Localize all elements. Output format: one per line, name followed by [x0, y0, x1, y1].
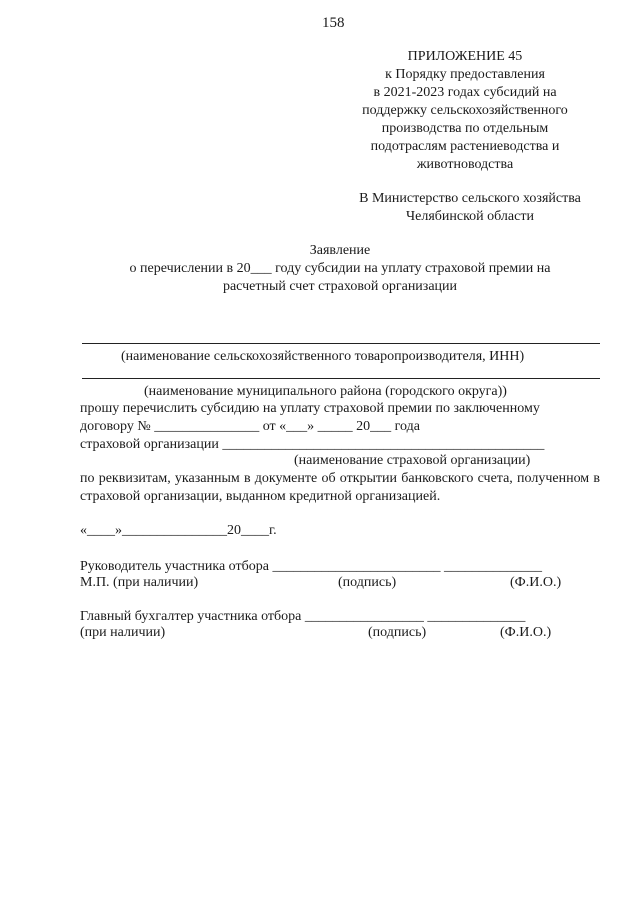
district-name-field[interactable] — [82, 378, 600, 379]
accountant-signature-label: Главный бухгалтер участника отбора _________________ ______________ — [80, 609, 526, 624]
head-stamp-label: М.П. (при наличии) — [80, 575, 199, 590]
insurer-caption: (наименование страховой организации) — [294, 453, 531, 468]
producer-caption: (наименование сельскохозяйственного товаропроизводителя, ИНН) — [121, 349, 525, 364]
appendix-line: к Порядку предоставления — [385, 67, 545, 82]
accountant-signature-caption: (подпись) — [368, 625, 427, 640]
addressee-block — [330, 190, 610, 226]
request-text-line-1: прошу перечислить субсидию на уплату страховой премии по заключенному — [80, 401, 540, 416]
appendix-line: подотраслям растениеводства и — [370, 139, 560, 154]
statement-title: Заявление — [309, 243, 371, 258]
producer-name-field[interactable] — [82, 343, 600, 344]
appendix-line: животноводства — [416, 157, 514, 172]
contract-line: договору № _______________ от «___» _____ 20___ года — [80, 419, 420, 434]
addressee-line-2: Челябинской области — [406, 209, 534, 224]
appendix-line: в 2021-2023 годах субсидий на — [373, 85, 557, 100]
addressee-line-1: В Министерство сельского хозяйства — [359, 191, 581, 206]
accountant-name-caption: (Ф.И.О.) — [500, 625, 552, 640]
page-number: 158 — [322, 15, 345, 31]
head-signature-label: Руководитель участника отбора ________________________ ______________ — [80, 559, 542, 574]
statement-subtitle-line-2: расчетный счет страховой организации — [222, 279, 458, 294]
date-line: «____»_______________20____г. — [80, 523, 277, 538]
statement-heading — [60, 242, 620, 296]
accountant-sublabel: (при наличии) — [80, 625, 166, 640]
appendix-line: производства по отдельным — [381, 121, 549, 136]
district-caption: (наименование муниципального района (городского округа)) — [144, 384, 507, 399]
appendix-title: ПРИЛОЖЕНИЕ 45 — [407, 49, 523, 64]
details-paragraph: по реквизитам, указанным в документе об открытии банковского счета, полученном в страховой организации, выданном кредитной организацией. — [80, 471, 600, 504]
appendix-block — [340, 48, 590, 174]
insurer-label: страховой организации ______________________________________________ — [80, 437, 545, 452]
head-name-caption: (Ф.И.О.) — [510, 575, 562, 590]
appendix-line: поддержку сельскохозяйственного — [362, 103, 568, 118]
statement-subtitle-line-1: о перечислении в 20___ году субсидии на уплату страховой премии на — [129, 261, 551, 276]
head-signature-caption: (подпись) — [338, 575, 397, 590]
